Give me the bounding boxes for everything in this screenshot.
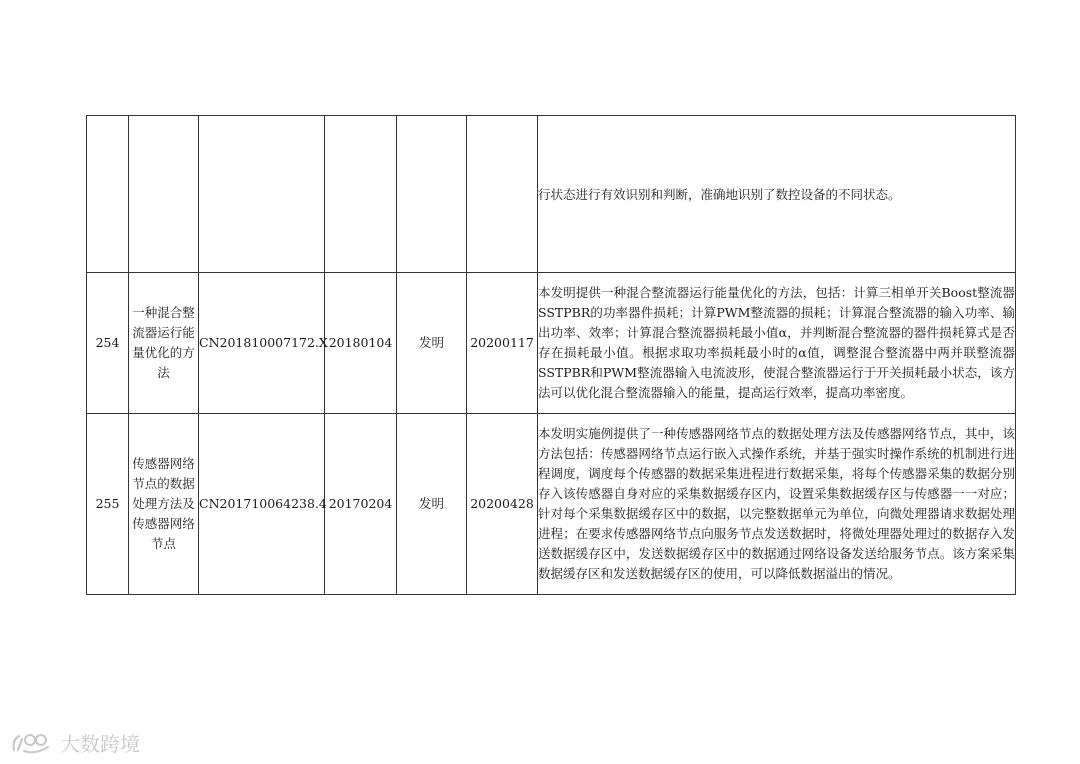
patent-table	[86, 115, 1016, 595]
patent-title	[129, 116, 199, 273]
table-row	[87, 273, 1016, 414]
row-number	[87, 116, 129, 273]
application-date: 20180104	[325, 273, 397, 414]
row-number: 254	[87, 273, 129, 414]
application-number: CN201710064238.4	[199, 414, 325, 595]
patent-abstract: 行状态进行有效识别和判断，准确地识别了数控设备的不同状态。	[538, 116, 1016, 273]
watermark	[10, 728, 140, 757]
application-number	[199, 116, 325, 273]
table-row	[87, 116, 1016, 273]
publication-date	[467, 116, 538, 273]
patent-abstract: 本发明实施例提供了一种传感器网络节点的数据处理方法及传感器网络节点，其中，该方法包括：传感器网络节点运行嵌入式操作系统，并基于强实时操作系统的机制进行进程调度，调度每个传感器的数据采集进程进行数据采集，将每个传感器采集的数据分别存入该传感器自身对应的采集数据缓存区内，设置采集数据缓存区与传感器一一对应；针对每个采集数据缓存区中的数据，以完整数据单元为单位，向微处理器请求数据处理进程；在要求传感器网络节点向服务节点发送数据时，将微处理器处理过的数据存入发送数据缓存区中，发送数据缓存区中的数据通过网络设备发送给服务节点。该方案采集数据缓存区和发送数据缓存区的使用，可以降低数据溢出的情况。	[538, 414, 1016, 595]
application-number: CN201810007172.X	[199, 273, 325, 414]
watermark-text: 大数跨境	[60, 732, 140, 756]
patent-type: 发明	[397, 414, 467, 595]
application-date	[325, 116, 397, 273]
row-number: 255	[87, 414, 129, 595]
patent-type	[397, 116, 467, 273]
publication-date: 20200428	[467, 414, 538, 595]
patent-title: 一种混合整流器运行能量优化的方法	[129, 273, 199, 414]
table-row	[87, 414, 1016, 595]
patent-title: 传感器网络节点的数据处理方法及传感器网络节点	[129, 414, 199, 595]
publication-date: 20200117	[467, 273, 538, 414]
application-date: 20170204	[325, 414, 397, 595]
patent-abstract: 本发明提供一种混合整流器运行能量优化的方法，包括：计算三相单开关Boost整流器SSTPBR的功率器件损耗；计算PWM整流器的损耗；计算混合整流器的输入功率、输出功率、效率；计算混合整流器损耗最小值α，并判断混合整流器的器件损耗算式是否存在损耗最小值。根据求取功率损耗最小时的α值，调整混合整流器中两并联整流器SSTPBR和PWM整流器输入电流波形，使混合整流器运行于开关损耗最小状态，该方法可以优化混合整流器输入的能量，提高运行效率，提高功率密度。	[538, 273, 1016, 414]
dashujuajing-logo-icon	[10, 730, 54, 756]
patent-type: 发明	[397, 273, 467, 414]
